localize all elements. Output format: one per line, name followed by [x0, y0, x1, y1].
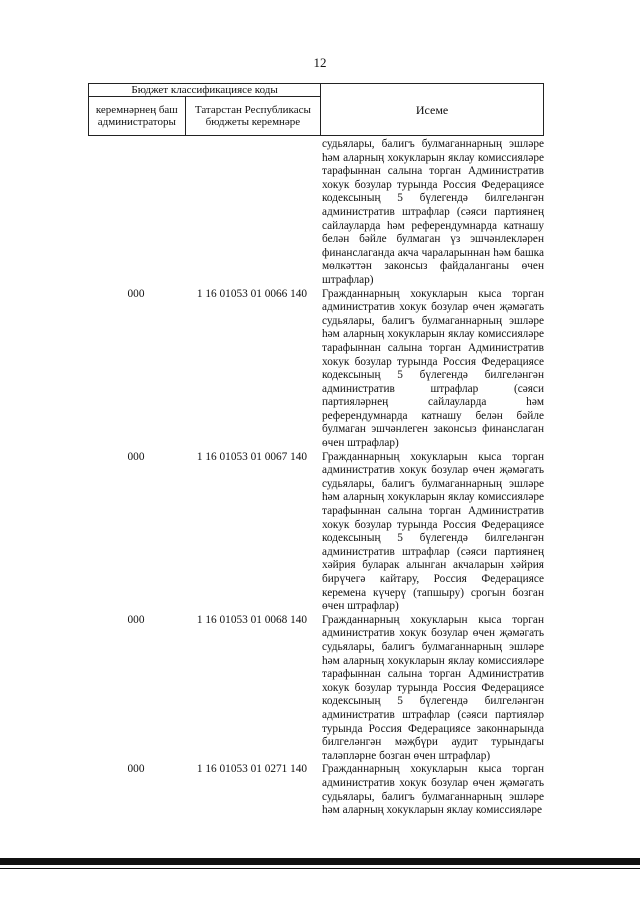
table-row — [88, 138, 544, 288]
table-row — [88, 451, 544, 614]
row-budget-code: 1 16 01053 01 0067 140 — [196, 450, 308, 463]
row-name: Гражданнарның хокукларын кыса торган административ хокук бозулар өчен җәмәгать судьялары, балигъ булмаганнарның эшләре һәм аларның хокукларын яклау комиссияләре тарафыннан салына торган Административ хокук бозулар турында Россия Федерациясе кодексының 5 бүлегендә билгеләнгән административ штрафлар (сәяси партияләрнең сайлауларда һәм референдумнарда катнашу белән бәйле булмаган эшчәнлеген законсыз финанслаган өчен штрафлар) — [322, 287, 544, 450]
row-name: судьялары, балигъ булмаганнарның эшләре һәм аларның хокукларын яклау комиссияләре тарафыннан салына торган Административ хокук бозулар турында Россия Федерациясе кодексының 5 бүлегендә билгеләнгән административ штрафлар (сәяси партиянең сайлауларда һәм референдумнарда катнашу белән бәйле булмаган үз эшчәнлекләрен финанслаганда акча чараларыннан һәм башка мөлкәттән законсыз файдаланганы өчен штрафлар) — [322, 138, 544, 286]
header-budget-column: Татарстан Республикасы бюджеты керемнәре — [185, 97, 321, 136]
page-number: 12 — [313, 55, 327, 70]
row-name: Гражданнарның хокукларын кыса торган административ хокук бозулар өчен җәмәгать судьялары, балигъ булмаганнарның эшләре һәм аларның хокукларын яклау комиссияләре — [322, 763, 544, 817]
row-admin-code: 000 — [127, 763, 145, 776]
row-admin-code: 000 — [127, 613, 145, 626]
row-budget-code: 1 16 01053 01 0066 140 — [196, 287, 308, 300]
table-body — [88, 138, 544, 818]
bottom-border-thin — [0, 868, 640, 869]
row-admin-code: 000 — [127, 450, 145, 463]
table-row — [88, 614, 544, 764]
row-name: Гражданнарның хокукларын кыса торган административ хокук бозулар өчен җәмәгать судьялары, балигъ булмаганнарның эшләре һәм аларның хокукларын яклау комиссияләре тарафыннан салына торган Административ хокук бозулар турында Россия Федерациясе кодексының 5 бүлегендә билгеләнгән административ штрафлар (сәяси партияләр турында Россия Федерациясе законнарында билгеләнгән мәҗбүри аудит турындагы таләпләрне бозган өчен штрафлар) — [322, 613, 544, 762]
row-budget-code: 1 16 01053 01 0068 140 — [196, 613, 308, 626]
row-admin-code: 000 — [127, 287, 145, 300]
row-budget-code: 1 16 01053 01 0271 140 — [196, 763, 308, 776]
header-admin-column: керемнәрнең баш администраторы — [89, 97, 186, 136]
table-row — [88, 763, 544, 817]
row-name: Гражданнарның хокукларын кыса торган административ хокук бозулар өчен җәмәгать судьялары, балигъ булмаганнарның эшләре һәм аларның хокукларын яклау комиссияләре тарафыннан салына торган Административ хокук бозулар турында Россия Федерациясе кодексының 5 бүлегендә билгеләнгән административ штрафлар (сәяси партиянең хәйрия буларак алынган акчаларын хәйрия бирүчегә кайтару, Россия Федерациясе керемена күчерү (тапшыру) срогын бозган өчен штрафлар) — [322, 450, 544, 613]
header-name-column: Исеме — [321, 84, 544, 136]
table-row — [88, 288, 544, 451]
bottom-border-thick — [0, 858, 640, 865]
table-header — [88, 83, 544, 136]
header-group-label: Бюджет классификациясе коды — [89, 84, 321, 97]
